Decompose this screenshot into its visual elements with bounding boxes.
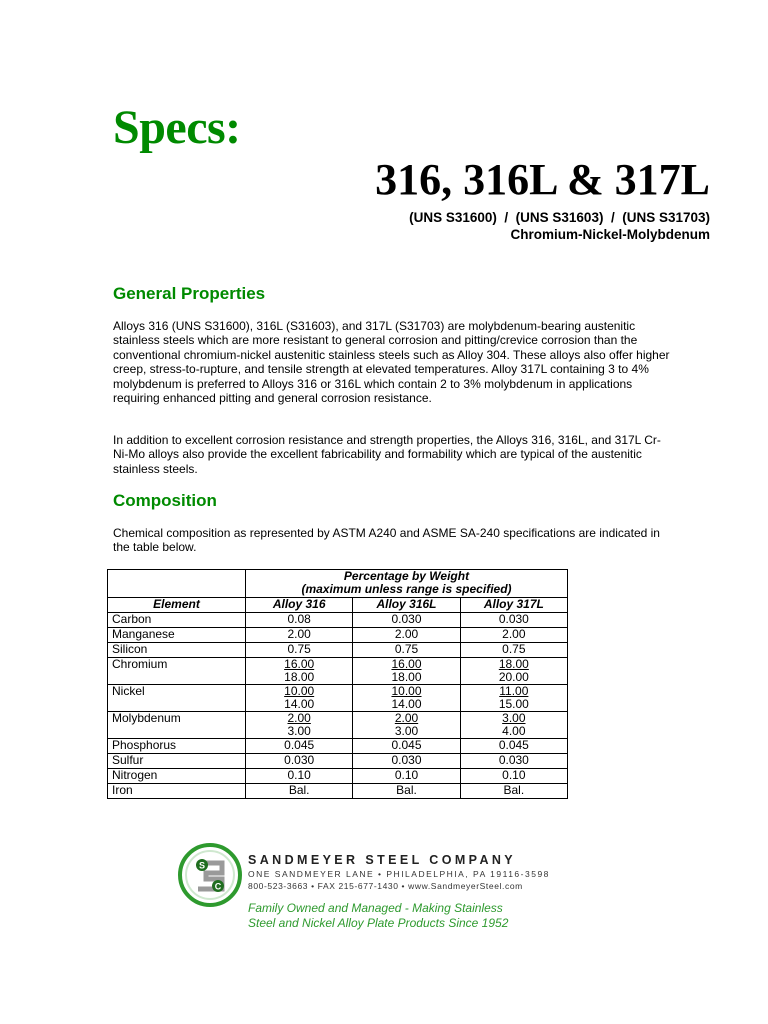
column-header-alloy-316l: Alloy 316L [353, 598, 460, 613]
table-row [108, 784, 568, 799]
value-cell-a317l [460, 712, 567, 739]
table-row [108, 712, 568, 739]
value-min: 0.10 [502, 768, 526, 782]
value-cell-a316 [246, 769, 353, 784]
value-max: 3.00 [394, 724, 419, 738]
value-cell-a317l [460, 628, 567, 643]
composition-table-body [108, 613, 568, 799]
value-cell-a316 [246, 712, 353, 739]
value-max: 15.00 [498, 697, 529, 711]
ssc-logo [178, 843, 242, 912]
general-properties-heading: General Properties [113, 284, 266, 303]
value-min: Bal. [396, 783, 417, 797]
logo-letter-c: C [214, 881, 222, 892]
value-cell-a316l [353, 769, 460, 784]
value-min: Bal. [288, 783, 310, 797]
table-row [108, 769, 568, 784]
value-cell-a316 [246, 628, 353, 643]
value-max: 14.00 [391, 697, 422, 711]
value-min: 0.10 [394, 768, 419, 782]
value-min: 0.030 [498, 753, 529, 767]
value-min: 10.00 [391, 684, 422, 698]
element-cell: Carbon [108, 613, 246, 628]
uns-designations [409, 209, 710, 243]
value-cell-a316 [246, 685, 353, 712]
value-cell-a317l [460, 739, 567, 754]
value-max: 18.00 [391, 670, 422, 684]
value-min: 2.00 [287, 627, 311, 641]
column-header-element: Element [108, 598, 246, 613]
general-properties-paragraph-2: In addition to excellent corrosion resistance and strength properties, the Alloys 316, 316L, and 317L Cr-Ni-Mo alloys also provide the excellent fabricability and formability which are typical of the austenitic stainless steels. [113, 433, 661, 476]
value-max: 4.00 [502, 724, 526, 738]
table-row [108, 685, 568, 712]
company-name: SANDMEYER STEEL COMPANY [248, 853, 517, 867]
value-max: 18.00 [284, 670, 315, 684]
value-cell-a317l [460, 643, 567, 658]
percentage-header [246, 570, 568, 598]
table-row [108, 658, 568, 685]
value-min: 10.00 [284, 684, 315, 698]
value-max: 20.00 [498, 670, 529, 684]
company-tagline [248, 901, 508, 931]
percentage-header-line-1: Percentage by Weight [343, 569, 470, 583]
value-min: 0.045 [391, 738, 422, 752]
value-min: 2.00 [287, 711, 311, 725]
element-cell: Manganese [108, 628, 246, 643]
value-cell-a316 [246, 658, 353, 685]
value-cell-a316 [246, 754, 353, 769]
value-cell-a316 [246, 613, 353, 628]
value-min: 0.030 [498, 612, 529, 626]
value-cell-a316 [246, 643, 353, 658]
uns-line: (UNS S31600) / (UNS S31603) / (UNS S31703) [409, 210, 710, 225]
value-cell-a316l [353, 784, 460, 799]
element-cell: Silicon [108, 643, 246, 658]
value-cell-a317l [460, 784, 567, 799]
value-min: 0.08 [287, 612, 311, 626]
value-cell-a317l [460, 769, 567, 784]
value-min: 16.00 [284, 657, 315, 671]
value-max: 3.00 [287, 724, 311, 738]
value-min: 0.045 [284, 738, 315, 752]
tagline-line-1: Family Owned and Managed - Making Stainless [248, 901, 503, 915]
table-group-header-row [108, 570, 568, 598]
element-cell: Molybdenum [108, 712, 246, 739]
value-min: 0.030 [391, 753, 422, 767]
table-row [108, 628, 568, 643]
value-min: 0.75 [502, 642, 526, 656]
value-cell-a316l [353, 628, 460, 643]
value-cell-a316 [246, 784, 353, 799]
value-min: 2.00 [394, 627, 419, 641]
table-row [108, 739, 568, 754]
value-min: 2.00 [502, 627, 526, 641]
value-max: 14.00 [284, 697, 315, 711]
table-row [108, 754, 568, 769]
element-cell: Iron [108, 784, 246, 799]
composition-table [107, 569, 568, 799]
specs-label: Specs: [113, 101, 241, 154]
value-min: 0.030 [284, 753, 315, 767]
alloys-title: 316, 316L & 317L [375, 155, 710, 204]
element-cell: Phosphorus [108, 739, 246, 754]
column-header-alloy-316: Alloy 316 [246, 598, 353, 613]
value-cell-a317l [460, 685, 567, 712]
value-min: 0.045 [498, 738, 529, 752]
company-contact: 800-523-3663 • FAX 215-677-1430 • www.SandmeyerSteel.com [248, 881, 523, 891]
element-cell: Nickel [108, 685, 246, 712]
table-row [108, 613, 568, 628]
value-cell-a316l [353, 712, 460, 739]
value-min: 0.030 [391, 612, 422, 626]
value-min: 2.00 [394, 711, 419, 725]
table-column-header-row [108, 598, 568, 613]
value-cell-a316l [353, 754, 460, 769]
composition-heading: Composition [113, 491, 217, 510]
value-min: 0.75 [287, 642, 311, 656]
composition-intro: Chemical composition as represented by ASTM A240 and ASME SA-240 specifications are indicated in the table below. [113, 526, 660, 555]
company-address: ONE SANDMEYER LANE • PHILADELPHIA, PA 19116-3598 [248, 869, 550, 879]
value-cell-a316l [353, 658, 460, 685]
value-cell-a317l [460, 658, 567, 685]
value-min: 3.00 [502, 711, 526, 725]
element-cell: Chromium [108, 658, 246, 685]
value-min: Bal. [503, 783, 525, 797]
value-min: 11.00 [499, 684, 529, 698]
value-min: 16.00 [391, 657, 422, 671]
element-cell: Sulfur [108, 754, 246, 769]
column-header-alloy-317l: Alloy 317L [460, 598, 567, 613]
value-cell-a317l [460, 613, 567, 628]
table-row [108, 643, 568, 658]
value-min: 0.75 [394, 642, 419, 656]
value-cell-a316l [353, 739, 460, 754]
ssc-logo-icon [178, 843, 242, 907]
logo-letter-s: S [198, 860, 206, 871]
alloy-family: Chromium-Nickel-Molybdenum [510, 227, 710, 242]
percentage-header-line-2: (maximum unless range is specified) [301, 582, 512, 596]
general-properties-paragraph-1: Alloys 316 (UNS S31600), 316L (S31603), and 317L (S31703) are molybdenum-bearing austenitic stainless steels which are more resistant to general corrosion and pitting/crevice corrosion than the conventional chromium-nickel austenitic stainless steels such as Alloy 304. These alloys also offer higher creep, stress-to-rupture, and tensile strength at elevated temperatures. Alloy 317L containing 3 to 4% molybdenum is preferred to Alloys 316 or 316L which contain 2 to 3% molybdenum in applications requiring enhanced pitting and general corrosion resistance. [113, 319, 670, 406]
blank-header-cell [108, 570, 246, 598]
value-cell-a316l [353, 685, 460, 712]
value-cell-a317l [460, 754, 567, 769]
value-min: 0.10 [287, 768, 311, 782]
tagline-line-2: Steel and Nickel Alloy Plate Products Since 1952 [248, 916, 509, 930]
value-cell-a316 [246, 739, 353, 754]
value-cell-a316l [353, 643, 460, 658]
value-cell-a316l [353, 613, 460, 628]
value-min: 18.00 [498, 657, 529, 671]
element-cell: Nitrogen [108, 769, 246, 784]
